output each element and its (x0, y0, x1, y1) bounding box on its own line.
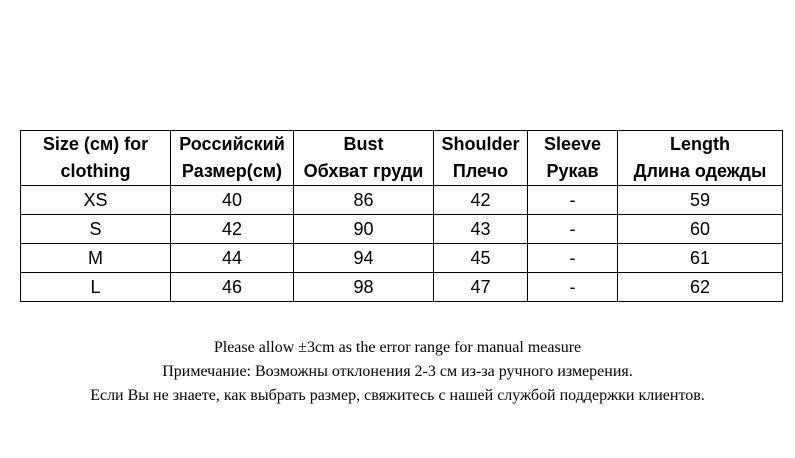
cell-russian-size: 44 (171, 244, 294, 273)
cell-russian-size: 40 (171, 186, 294, 215)
note-error-range: Please allow ±3cm as the error range for manual measure (213, 339, 582, 356)
header-russian-size (171, 131, 294, 186)
cell-russian-size: 42 (171, 215, 294, 244)
note-russian-remark: Примечание: Возможны отклонения 2-3 см из-за ручного измерения. (162, 363, 633, 380)
note-support-contact: Если Вы не знаете, как выбрать размер, свяжитесь с нашей службой поддержки клиентов. (90, 387, 705, 404)
header-line-2: Рукав (546, 161, 599, 181)
cell-bust: 94 (294, 244, 434, 273)
cell-size: XS (21, 186, 171, 215)
cell-russian-size: 46 (171, 273, 294, 302)
cell-length: 62 (618, 273, 783, 302)
cell-shoulder: 45 (434, 244, 528, 273)
cell-bust: 90 (294, 215, 434, 244)
header-length (618, 131, 783, 186)
cell-sleeve: - (528, 244, 618, 273)
table-row (21, 273, 783, 302)
header-line-1: Size (см) for (42, 134, 149, 154)
cell-sleeve: - (528, 273, 618, 302)
header-shoulder (434, 131, 528, 186)
cell-length: 61 (618, 244, 783, 273)
table-row (21, 215, 783, 244)
cell-size: S (21, 215, 171, 244)
size-chart-table (20, 130, 783, 302)
header-line-1: Российский (179, 134, 285, 154)
header-sleeve (528, 131, 618, 186)
cell-bust: 98 (294, 273, 434, 302)
header-line-2: Плечо (452, 161, 509, 181)
cell-size: M (21, 244, 171, 273)
cell-length: 60 (618, 215, 783, 244)
header-line-1: Sleeve (543, 134, 602, 154)
header-line-1: Bust (343, 134, 384, 154)
measurement-notes (0, 336, 795, 408)
header-line-2: clothing (60, 161, 131, 181)
header-line-2: Обхват груди (303, 161, 424, 181)
cell-shoulder: 43 (434, 215, 528, 244)
cell-shoulder: 47 (434, 273, 528, 302)
cell-sleeve: - (528, 186, 618, 215)
table-row (21, 186, 783, 215)
cell-length: 59 (618, 186, 783, 215)
cell-size: L (21, 273, 171, 302)
header-line-1: Length (670, 134, 730, 154)
header-line-2: Длина одежды (633, 161, 767, 181)
header-line-2: Размер(см) (181, 161, 283, 181)
table-header-row (21, 131, 783, 186)
header-line-1: Shoulder (441, 134, 520, 154)
table-row (21, 244, 783, 273)
header-bust (294, 131, 434, 186)
header-size-clothing (21, 131, 171, 186)
cell-bust: 86 (294, 186, 434, 215)
cell-sleeve: - (528, 215, 618, 244)
cell-shoulder: 42 (434, 186, 528, 215)
